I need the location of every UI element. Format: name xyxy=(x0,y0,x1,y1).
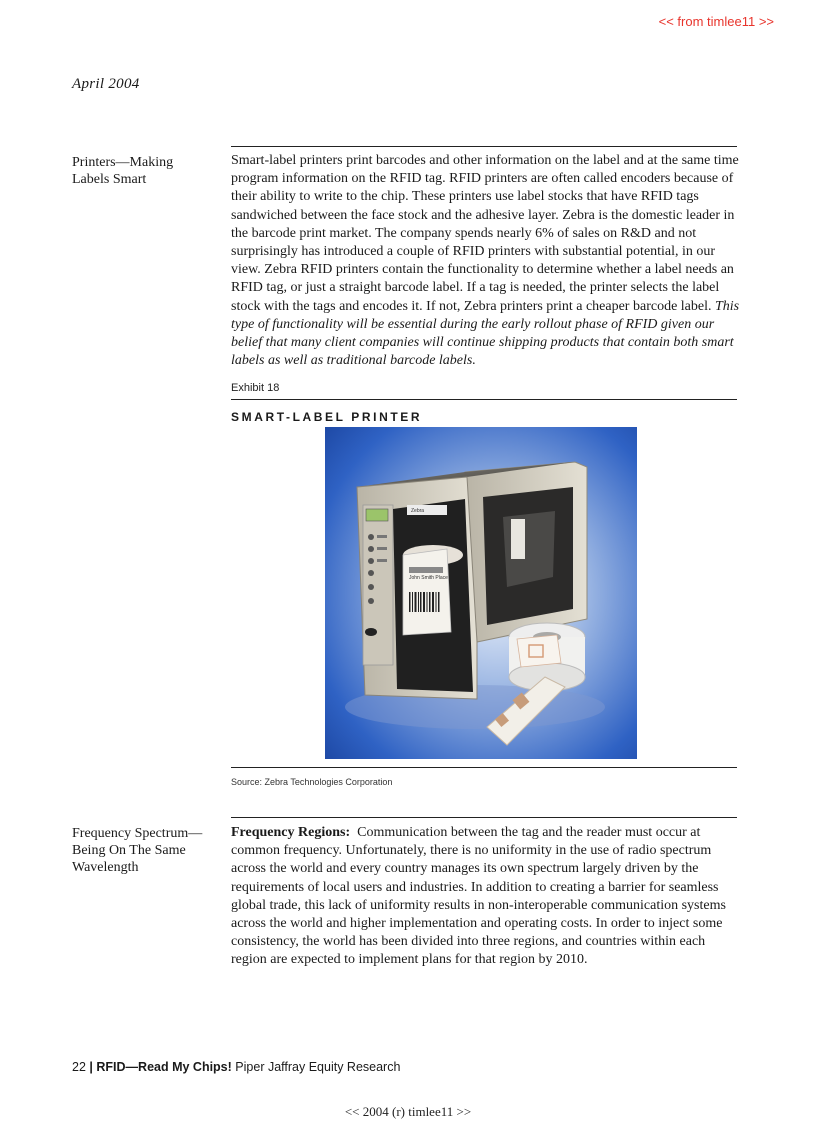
side-label-frequency xyxy=(72,825,212,876)
watermark-bottom: << 2004 (r) timlee11 >> xyxy=(344,1104,472,1119)
watermark-top: << from timlee11 >> xyxy=(658,14,774,29)
section-rule-2 xyxy=(231,817,737,818)
header-date: April 2004 xyxy=(72,76,140,92)
paragraph-text: Smart-label printers print barcodes and other information on the label and at the same time program information on the RFID tag. RFID printers are often called encoders because of their ability to write to the chip. These printers use label stocks that have RFID tags sandwiched between the face stock and the adhesive layer. Zebra is the domestic leader in the barcode print market. The company spends nearly 6% of sales on R&D and not surprisingly has introduced a couple of RFID printers with substantial potential, in our view. Zebra RFID printers contain the functionality to determine whether a label needs an RFID tag, or just a straight barcode label. If a tag is needed, the printer selects the label stock with the tags and encodes it. If not, Zebra printers print a cheaper barcode label. xyxy=(231,153,739,314)
page-footer xyxy=(72,1060,400,1074)
side-label-line: Labels Smart xyxy=(72,172,147,187)
side-label-line: Wavelength xyxy=(72,860,139,875)
printers-paragraph xyxy=(231,152,741,370)
label-text: John Smith Place xyxy=(409,575,448,581)
paragraph-text: Communication between the tag and the reader must occur at common frequency. Unfortunately, there is no uniformity in the use of radio spectrum across the world and every country manages its own spectrum largely driven by the requirements of local users and industries. In addition to creating a barrier for seamless global trade, this lack of uniformity results in non-interoperable communication systems across the world and higher implementation and operating costs. In order to inject some consistency, the world has been divided into three regions, and countries within each region are expected to implement plans for that region by 2010. xyxy=(231,825,726,968)
footer-separator: | xyxy=(89,1060,93,1074)
exhibit-rule-bottom xyxy=(231,767,737,768)
footer-report-title: RFID—Read My Chips! xyxy=(96,1060,232,1074)
side-label-line: Being On The Same xyxy=(72,843,186,858)
footer-publisher: Piper Jaffray Equity Research xyxy=(235,1060,401,1074)
printer-photo xyxy=(325,427,637,759)
exhibit-rule-top xyxy=(231,399,737,400)
side-label-line: Printers—Making xyxy=(72,155,174,170)
page-number: 22 xyxy=(72,1060,86,1074)
section-rule-1 xyxy=(231,146,737,147)
exhibit-source: Source: Zebra Technologies Corporation xyxy=(231,777,393,787)
side-label-line: Frequency Spectrum— xyxy=(72,826,203,841)
exhibit-label: Exhibit 18 xyxy=(231,382,280,394)
paragraph-lead: Frequency Regions: xyxy=(231,825,351,840)
frequency-paragraph xyxy=(231,824,741,970)
exhibit-title: SMART-LABEL PRINTER xyxy=(231,410,423,424)
printer-brand-text: Zebra xyxy=(411,508,425,514)
paragraph-italic-text: This type of functionality will be essential during the early rollout phase of RFID given our belief that many client companies will continue shipping products that contain both smart labels as well as traditional barcode labels. xyxy=(231,298,740,369)
side-label-printers xyxy=(72,154,212,188)
